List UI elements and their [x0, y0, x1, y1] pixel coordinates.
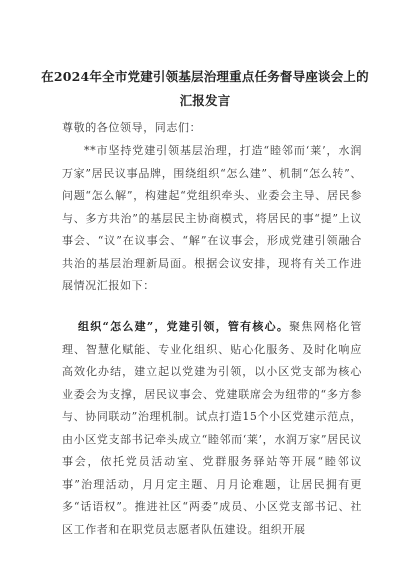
- salutation: 尊敬的各位领导，同志们：: [62, 121, 202, 134]
- paragraph-organization: [62, 316, 362, 541]
- paragraph-body: 聚焦网格化管理、智慧化赋能、专业化组织、贴心化服务、及时化响应高效化办结，建立起以党建为引领，以小区党支部为核心业委会为支撑，居民议事会、党建联席会为纽带的“多方参与、协同联动”治理机制。试点打造15个小区党建示范点，由小区党支部书记牵头成立“睦邻而‘莱’，水润万家”居民议事会，依托党员活动室、党群服务驿站等开展“睦邻议事”治理活动，月月定主题、月月论难题，让居民拥有更多“话语权”。推进社区“两委”成员、小区党支部书记、社区工作者和在职党员志愿者队伍建设。组织开展: [62, 320, 363, 536]
- document-title-line1: 在2024年全市党建引领基层治理重点任务督导座谈会上的: [41, 69, 369, 84]
- paragraph-heading: 组织“怎么建”，党建引领，管有核心。: [78, 320, 290, 333]
- document-title-line2: 汇报发言: [179, 93, 231, 108]
- paragraph-intro: **市坚持党建引领基层治理，打造“睦邻而‘莱’，水润万家”居民议事品牌，围绕组织“怎么建”、机制“怎么转”、问题“怎么解”，构建起“党组织牵头、业委会主导、居民参与、多方共治”的基层民主协商模式，将居民的事“提”上议事会、“议”在议事会、“解”在议事会，形成党建引领融合共治的基层治理新局面。根据会议安排，现将有关工作进展情况汇报如下：: [62, 144, 362, 292]
